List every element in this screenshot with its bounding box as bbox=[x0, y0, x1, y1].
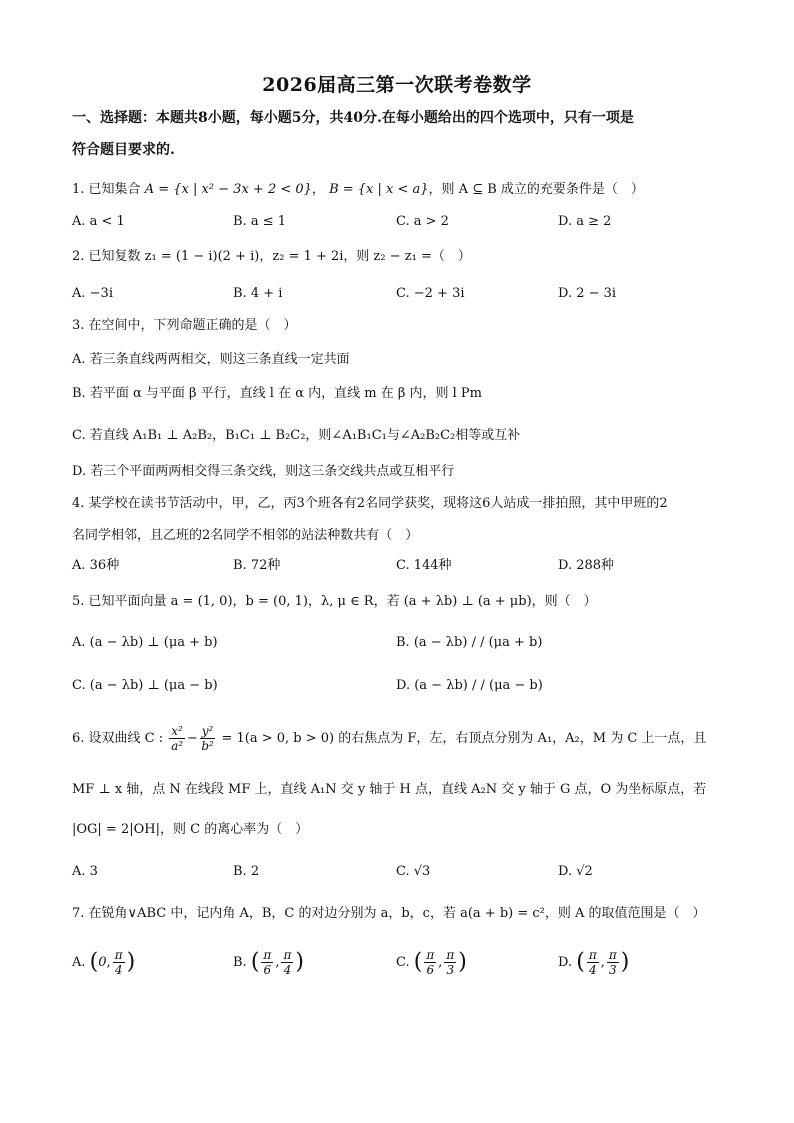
q6-prefix: 6. 设双曲线 C : bbox=[72, 731, 164, 746]
q7-option-c-close: ) bbox=[458, 949, 467, 975]
q6-frac-x-den: a² bbox=[171, 739, 184, 753]
q7-option-d-hi-num: π bbox=[608, 948, 617, 962]
q2-option-c: C. −2 + 3i bbox=[396, 286, 465, 301]
q7-option-a-label: A. bbox=[72, 955, 86, 970]
section-heading-1: 一、选择题：本题共8小题，每小题5分，共40分.在每小题给出的四个选项中，只有一项是 bbox=[72, 110, 634, 126]
q7-option-d-hi-den: 3 bbox=[608, 963, 617, 977]
q7-option-b: B. ( $\frac{\pi}{6}$ , $\frac{\pi}{4}$ ) bbox=[233, 948, 304, 977]
q4-option-d: D. 288种 bbox=[558, 558, 615, 573]
q1-option-d: D. a ≥ 2 bbox=[558, 214, 612, 229]
q3-option-a: A. 若三条直线两两相交，则这三条直线一定共面 bbox=[72, 352, 350, 367]
q2-option-b: B. 4 + i bbox=[233, 286, 283, 301]
q7-option-d-lo-den: 4 bbox=[588, 963, 597, 977]
question-6-line-3: |OG| = 2|OH|，则 C 的离心率为（ ） bbox=[72, 822, 309, 837]
q4-option-c: C. 144种 bbox=[396, 558, 452, 573]
q7-option-d-hi bbox=[607, 948, 619, 977]
q6-option-c: C. √3 bbox=[396, 864, 431, 879]
q3-option-d: D. 若三个平面两两相交得三条交线，则这三条交线共点或互相平行 bbox=[72, 464, 455, 479]
q7-option-c-hi bbox=[444, 948, 456, 977]
q7-option-d-open: ( bbox=[576, 949, 585, 975]
q1-set-a: A = {x | x² − 3x + 2 < 0} bbox=[144, 182, 312, 197]
q7-option-c-hi-num: π bbox=[446, 948, 455, 962]
question-6-line-2: MF ⊥ x 轴，点 N 在线段 MF 上，直线 A₁N 交 y 轴于 H 点，直线 A₂N 交 y 轴于 G 点，O 为坐标原点，若 bbox=[72, 782, 707, 797]
q4-option-a: A. 36种 bbox=[72, 558, 120, 573]
section-heading-2: 符合题目要求的. bbox=[72, 142, 175, 158]
q7-option-b-lo-num: π bbox=[263, 948, 272, 962]
q7-option-a-hi-num: π bbox=[114, 948, 123, 962]
q7-option-a-open: ( bbox=[89, 949, 99, 975]
q7-option-a: A. (0, $\frac{\pi}{4}$ ) bbox=[72, 948, 136, 977]
question-2: 2. 已知复数 z₁ = (1 − i)(2 + i)，z₂ = 1 + 2i，则 z₂ − z₁ =（ ） bbox=[72, 249, 471, 264]
q7-option-d-lo-num: π bbox=[588, 948, 597, 962]
q1-option-c: C. a > 2 bbox=[396, 214, 449, 229]
q6-post: = 1(a > 0, b > 0) 的右焦点为 F，左，右顶点分别为 A₁，A₂，M 为 C 上一点，且 bbox=[221, 731, 707, 746]
q6-frac-x-num: x² bbox=[171, 724, 183, 738]
q4-option-b: B. 72种 bbox=[233, 558, 281, 573]
q7-option-c-lo bbox=[424, 948, 436, 977]
q6-option-d: D. √2 bbox=[558, 864, 593, 879]
q7-option-d-label: D. bbox=[558, 955, 573, 970]
q7-option-c: C. ( $\frac{\pi}{6}$ , $\frac{\pi}{3}$ ) bbox=[396, 948, 467, 977]
q1-comma: ， bbox=[311, 182, 325, 197]
q5-option-b: B. (a − λb) / / (μa + b) bbox=[396, 635, 543, 650]
q7-option-c-lo-den: 6 bbox=[426, 963, 435, 977]
q2-option-a: A. −3i bbox=[72, 286, 113, 301]
q5-option-d: D. (a − λb) / / (μa − b) bbox=[396, 678, 543, 693]
question-7: 7. 在锐角∨ABC 中，记内角 A，B，C 的对边分别为 a，b，c，若 a(a + b) = c²，则 A 的取值范围是（ ） bbox=[72, 906, 706, 921]
q7-option-b-hi bbox=[281, 948, 293, 977]
q5-option-a: A. (a − λb) ⊥ (μa + b) bbox=[72, 635, 218, 650]
q7-option-c-label: C. bbox=[396, 955, 410, 970]
q7-option-b-label: B. bbox=[233, 955, 247, 970]
q3-option-b: B. 若平面 α 与平面 β 平行，直线 l 在 α 内，直线 m 在 β 内，则 l Pm bbox=[72, 386, 482, 401]
q3-option-c: C. 若直线 A₁B₁ ⊥ A₂B₂，B₁C₁ ⊥ B₂C₂，则∠A₁B₁C₁与∠A₂B₂C₂相等或互补 bbox=[72, 428, 521, 443]
q7-option-a-hi-den: 4 bbox=[114, 963, 123, 977]
q7-option-d: D. ( $\frac{\pi}{4}$ , $\frac{\pi}{3}$ ) bbox=[558, 948, 630, 977]
q6-frac-y-num: y² bbox=[201, 724, 214, 738]
question-4-line-2: 名同学相邻，且乙班的2名同学不相邻的站法种数共有（ ） bbox=[72, 528, 419, 543]
q7-option-d-close: ) bbox=[620, 949, 630, 975]
q7-option-b-hi-den: 4 bbox=[283, 963, 292, 977]
page-title: 2026届高三第一次联考卷数学 bbox=[262, 74, 532, 96]
q7-option-a-close: ) bbox=[126, 949, 136, 975]
q6-minus: − bbox=[186, 731, 198, 746]
question-4-line-1: 4. 某学校在读书节活动中，甲，乙，丙3个班各有2名同学获奖，现将这6人站成一排拍照，其中甲班的2 bbox=[72, 496, 668, 511]
q7-option-b-hi-num: π bbox=[283, 948, 292, 962]
q6-option-a: A. 3 bbox=[72, 864, 98, 879]
q2-option-d: D. 2 − 3i bbox=[558, 286, 617, 301]
q7-option-c-hi-den: 3 bbox=[446, 963, 455, 977]
q6-frac-x bbox=[169, 724, 185, 753]
question-3: 3. 在空间中，下列命题正确的是（ ） bbox=[72, 318, 297, 333]
q7-option-b-lo-den: 6 bbox=[263, 963, 272, 977]
q1-set-b: B = {x | x < a} bbox=[329, 182, 429, 197]
q6-option-b: B. 2 bbox=[233, 864, 260, 879]
q6-frac-y bbox=[200, 724, 216, 753]
q5-option-c: C. (a − λb) ⊥ (μa − b) bbox=[72, 678, 218, 693]
q1-option-b: B. a ≤ 1 bbox=[233, 214, 286, 229]
q1-prefix: 1. 已知集合 bbox=[72, 182, 141, 197]
q7-option-b-open: ( bbox=[250, 949, 260, 975]
q7-option-b-close: ) bbox=[295, 949, 304, 975]
q6-frac-y-den: b² bbox=[201, 739, 214, 753]
q1-option-a: A. a < 1 bbox=[72, 214, 125, 229]
question-1 bbox=[72, 180, 644, 200]
q7-option-b-lo bbox=[261, 948, 273, 977]
question-5: 5. 已知平面向量 a = (1, 0)，b = (0, 1)，λ, μ ∈ R，若 (a + λb) ⊥ (a + μb)，则（ ） bbox=[72, 594, 597, 609]
q7-option-c-open: ( bbox=[413, 949, 423, 975]
q7-option-a-hi bbox=[113, 948, 125, 977]
q7-option-a-lo: 0 bbox=[98, 955, 107, 970]
question-6-line-1 bbox=[72, 724, 706, 753]
q7-option-d-lo bbox=[587, 948, 599, 977]
q1-post: ，则 A ⊆ B 成立的充要条件是（ ） bbox=[428, 182, 644, 197]
q7-option-c-lo-num: π bbox=[426, 948, 435, 962]
